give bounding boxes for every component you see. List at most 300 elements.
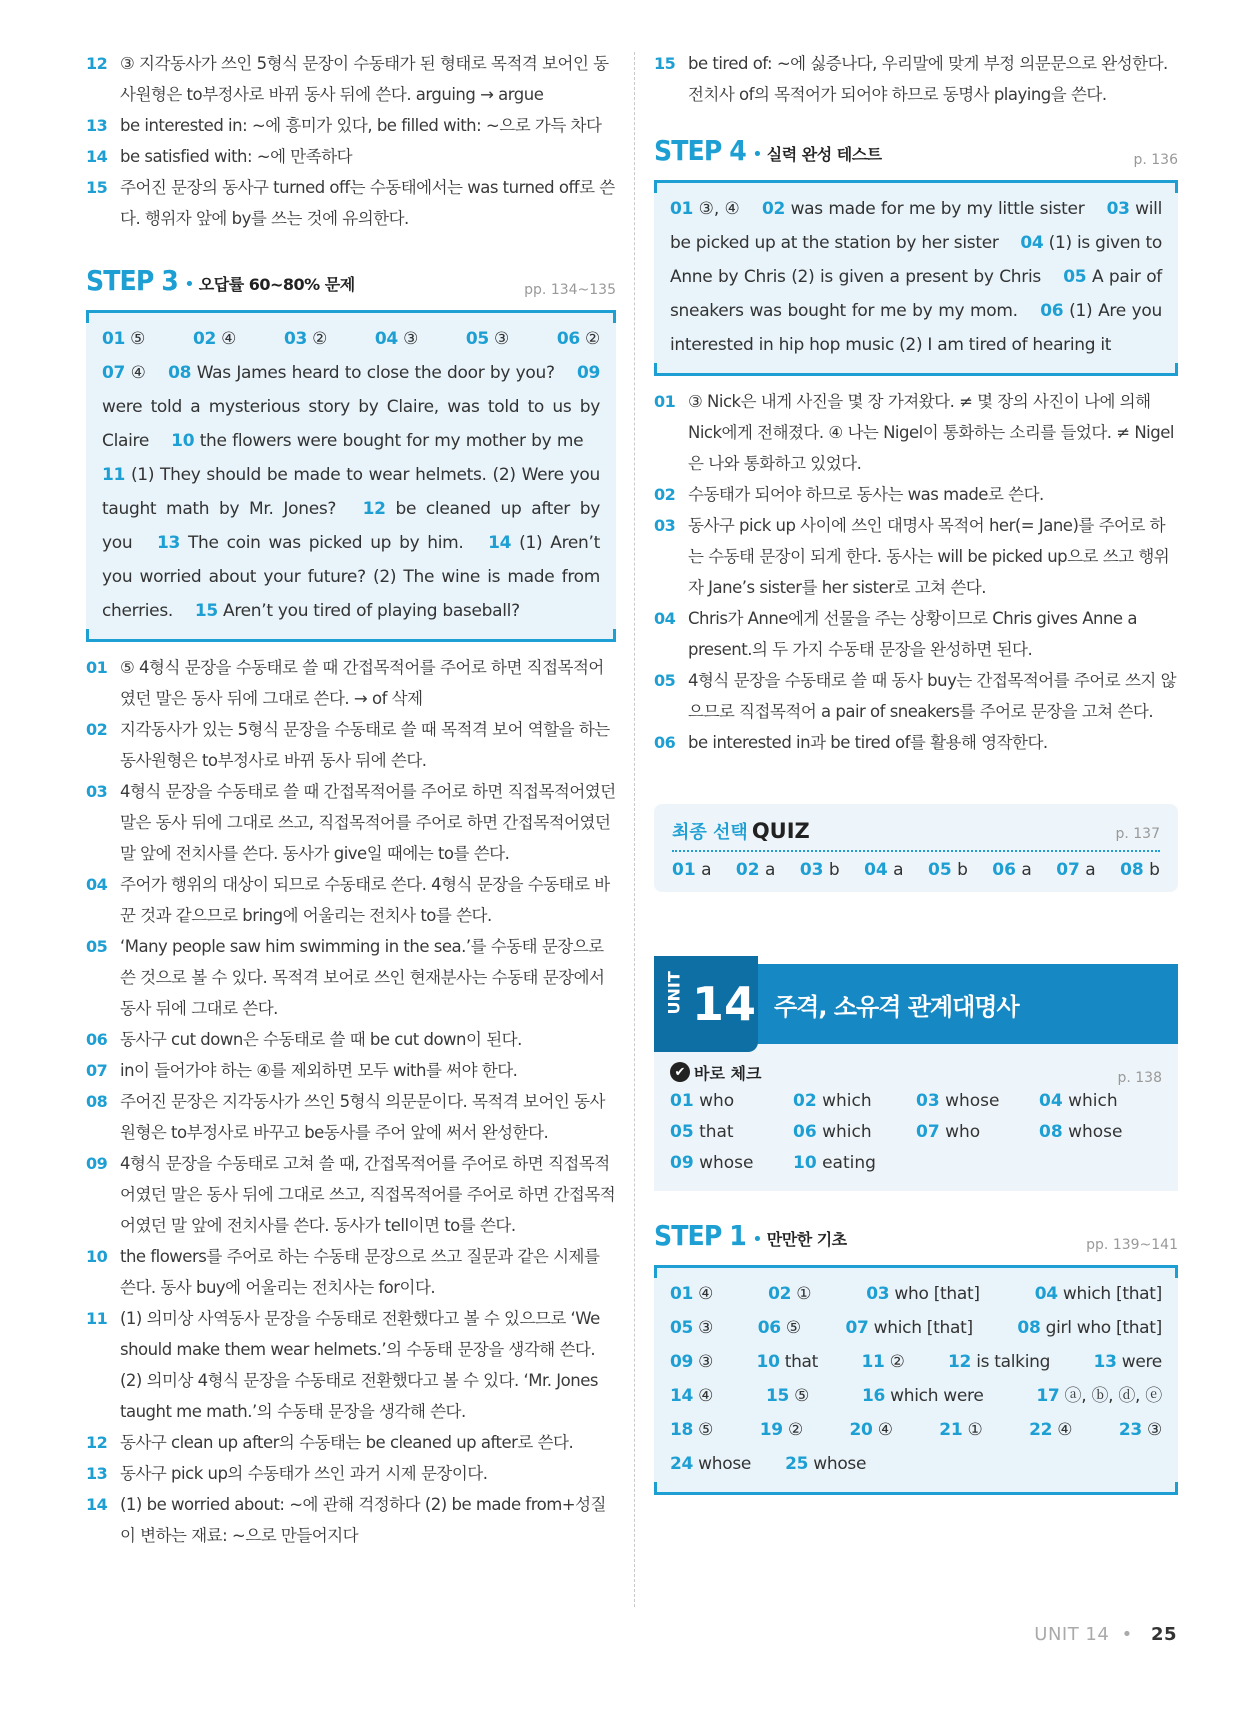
footer-unit-label: UNIT 14	[1034, 1624, 1110, 1645]
answer-number: 05	[670, 1318, 694, 1338]
answer-value: is talking	[976, 1352, 1051, 1372]
answer-value: the flowers were bought for my mother by me	[199, 431, 584, 451]
answer-item	[670, 1148, 793, 1179]
answer-number: 09	[576, 363, 601, 383]
footer-separator: •	[1121, 1624, 1133, 1645]
answer-row	[670, 1379, 1162, 1413]
explanation-number: 12	[86, 1433, 108, 1452]
explanation-number: 03	[86, 782, 108, 801]
explanation-text: 주어가 행위의 대상이 되므로 수동태로 쓴다. 4형식 문장을 수동태로 바꾼 것과 같으므로 bring에 어울리는 전치사 to를 쓴다.	[120, 875, 610, 925]
answer-item	[1119, 1413, 1162, 1447]
answer-item	[766, 1379, 809, 1413]
explanation-list	[86, 48, 616, 234]
answer-item	[670, 1447, 751, 1481]
explanation-number: 13	[86, 116, 108, 135]
explanation-text: (1) 의미상 사역동사 문장을 수동태로 전환했다고 볼 수 있으므로 ‘We should make them wear helmets.’의 수동태 문장을 생각해 쓴다. (2) 의미상 4형식 문장을 수동태로 전환했다고 볼 수 있다. ‘Mr. Jones taught me math.’의 수동태 문장을 생각해 쓴다.	[120, 1309, 600, 1421]
answer-item	[948, 1345, 1050, 1379]
answer-value: which	[822, 1122, 872, 1142]
step3-pages: pp. 134~135	[524, 282, 616, 298]
explanation-number: 06	[654, 733, 676, 752]
answer-number: 05	[465, 329, 489, 349]
quiz-box	[654, 804, 1178, 892]
quiz-title-kr: 최종 선택	[672, 822, 748, 843]
answer-value: b	[1149, 860, 1160, 880]
answer-number: 12	[362, 499, 386, 519]
answer-value: that	[784, 1352, 819, 1372]
step1-header	[654, 1219, 1178, 1259]
answer-value: ②	[585, 329, 600, 349]
page-footer	[1034, 1624, 1177, 1645]
answer-number: 05	[1063, 267, 1087, 287]
answer-item	[762, 199, 1084, 219]
answer-value: were told a mysterious story by Claire, was told to us by Claire	[102, 397, 600, 451]
explanation-text: 동사구 cut down은 수동태로 쓸 때 be cut down이 된다.	[120, 1030, 522, 1049]
explanation-number: 01	[86, 658, 108, 677]
explanation-text: 4형식 문장을 수동태로 고쳐 쓸 때, 간접목적어를 주어로 하면 직접목적어였던 말은 동사 뒤에 그대로 쓰고, 직접목적어를 주어로 하면 간접목적어였던 말 앞에 전치사를 쓴다. 동사가 tell이면 to를 쓴다.	[120, 1154, 616, 1235]
explanation-item	[86, 1086, 616, 1148]
unit-title: 주격, 소유격 관계대명사	[774, 992, 1019, 1021]
quick-check-box	[654, 1044, 1178, 1191]
answer-value: ③	[1147, 1420, 1162, 1440]
unit-number: 14	[692, 977, 757, 1031]
answer-number: 24	[670, 1454, 694, 1474]
answer-value: a	[764, 860, 776, 880]
answer-value: a	[1085, 860, 1096, 880]
explanation-item	[86, 1489, 616, 1551]
answer-value: ⑤	[698, 1420, 714, 1440]
unit-tab	[654, 956, 758, 1052]
explanation-item	[654, 48, 1178, 110]
explanation-item	[86, 1241, 616, 1303]
answer-item	[670, 1379, 713, 1413]
answer-value: was made for me by my little sister	[790, 199, 1085, 219]
answer-number: 08	[1120, 860, 1144, 880]
answer-item	[760, 1413, 803, 1447]
explanation-text: ③ Nick은 내게 사진을 몇 장 가져왔다. ≠ 몇 장의 사진이 나에 의해 Nick에게 전해졌다. ④ 나는 Nigel이 통화하는 소리를 들었다. ≠ Nigel은 나와 통화하고 있었다.	[688, 392, 1174, 473]
answer-value: a	[1021, 860, 1032, 880]
explanation-text: 동사구 clean up after의 수동태는 be cleaned up after로 쓴다.	[120, 1433, 574, 1452]
answer-item	[1094, 1345, 1162, 1379]
answer-number: 05	[928, 860, 952, 880]
explanation-item	[86, 869, 616, 931]
answer-number: 07	[102, 363, 126, 383]
explanation-text: the flowers를 주어로 하는 수동태 문장으로 쓰고 질문과 같은 시제를 쓴다. 동사 buy에 어울리는 전치사는 for이다.	[120, 1247, 600, 1297]
answer-value: will be picked up at the station by her sister	[670, 199, 1163, 253]
answer-item	[670, 1311, 713, 1345]
answer-item	[850, 1413, 893, 1447]
answer-number: 21	[939, 1420, 963, 1440]
answer-number: 01	[102, 329, 126, 349]
bullet-dot: •	[752, 1229, 763, 1250]
answer-item	[785, 1447, 866, 1481]
answer-item	[757, 1345, 819, 1379]
explanation-item	[86, 110, 616, 141]
quiz-title	[672, 818, 810, 844]
answer-number: 08	[168, 363, 192, 383]
answer-number: 11	[861, 1352, 885, 1372]
quick-check-pages: p. 138	[1117, 1070, 1162, 1086]
explanation-number: 14	[86, 147, 108, 166]
quiz-answer	[1056, 860, 1096, 880]
explanation-text: 4형식 문장을 수동태로 쓸 때 동사 buy는 간접목적어를 주어로 쓰지 않으므로 직접목적어 a pair of sneakers를 주어로 문장을 고쳐 쓴다.	[688, 671, 1177, 721]
answer-number: 08	[1039, 1122, 1063, 1142]
answer-item	[1035, 1277, 1162, 1311]
quiz-pages: p. 137	[1115, 826, 1160, 842]
explanation-number: 01	[654, 392, 676, 411]
explanation-number: 06	[86, 1030, 108, 1049]
answer-value: (1) is given to Anne by Chris (2) is given a present by Chris	[670, 233, 1162, 287]
answer-number: 16	[861, 1386, 886, 1406]
answer-number: 06	[757, 1318, 781, 1338]
answer-number: 02	[735, 860, 760, 880]
answer-value: (1) They should be made to wear helmets. (2) Were you taught math by Mr. Jones?	[102, 465, 600, 519]
quiz-answer	[800, 860, 840, 880]
answer-item	[793, 1148, 916, 1179]
answer-item	[862, 1379, 984, 1413]
answer-item	[1029, 1413, 1072, 1447]
answer-number: 13	[156, 533, 181, 553]
answer-number: 15	[194, 601, 218, 621]
explanation-number: 08	[86, 1092, 108, 1111]
answer-item	[557, 322, 600, 356]
answer-value: Aren’t you tired of playing baseball?	[223, 601, 520, 621]
answer-number: 06	[793, 1122, 817, 1142]
explanation-item	[86, 776, 616, 869]
left-column	[86, 48, 616, 1551]
answer-value: whose	[1068, 1122, 1123, 1142]
step4-label: STEP 4	[654, 134, 746, 167]
answer-row	[670, 1277, 1162, 1311]
answer-value: A pair of sneakers was bought for me by my mom.	[670, 267, 1162, 321]
answer-number: 03	[916, 1091, 940, 1111]
answer-number: 04	[864, 860, 888, 880]
answer-item	[670, 1413, 713, 1447]
explanation-text: be interested in: ~에 흥미가 있다, be filled with: ~으로 가득 차다	[120, 116, 602, 135]
answer-item	[1017, 1311, 1162, 1345]
answer-value: ④	[130, 363, 146, 383]
column-divider	[634, 52, 635, 1607]
step4-pages: p. 136	[1133, 152, 1178, 168]
explanation-item	[86, 1055, 616, 1086]
step3-answer-flow	[102, 356, 600, 628]
answer-row	[670, 1117, 1162, 1148]
answer-value: b	[957, 860, 968, 880]
explanation-item	[86, 48, 616, 110]
quiz-header	[672, 818, 1160, 852]
answer-value: whose	[813, 1454, 867, 1474]
answer-value: ①	[967, 1420, 983, 1440]
explanation-item	[654, 665, 1178, 727]
answer-value: whose	[698, 1454, 752, 1474]
answer-value: ⓐ, ⓑ, ⓓ, ⓔ	[1064, 1386, 1162, 1406]
answer-number: 01	[670, 1284, 694, 1304]
explanation-item	[86, 1427, 616, 1458]
explanation-text: Chris가 Anne에게 선물을 주는 상황이므로 Chris gives Anne a present.의 두 가지 수동태 문장을 완성하면 된다.	[688, 609, 1137, 659]
explanation-text: ‘Many people saw him swimming in the sea.’를 수동태 문장으로 쓴 것으로 볼 수 있다. 목적격 보어로 쓰인 현재분사는 수동태 문장에서 동사 뒤에 그대로 쓴다.	[120, 937, 605, 1018]
answer-value: (1) Are you interested in hip hop music (2) I am tired of hearing it	[670, 301, 1163, 355]
explanation-text: be tired of: ~에 싫증나다, 우리말에 맞게 부정 의문문으로 완성한다. 전치사 of의 목적어가 되어야 하므로 동명사 playing을 쓴다.	[688, 54, 1168, 104]
quiz-answer	[864, 860, 904, 880]
quick-check-answers	[670, 1086, 1162, 1179]
answer-item	[670, 1117, 793, 1148]
answer-number: 06	[1040, 301, 1064, 321]
explanation-text: be satisfied with: ~에 만족하다	[120, 147, 353, 166]
answer-row	[670, 1447, 1162, 1481]
answer-number: 19	[759, 1420, 783, 1440]
answer-value: ③	[698, 1352, 714, 1372]
quiz-answer	[1120, 860, 1160, 880]
step4-explanation-list	[654, 386, 1178, 758]
answer-value: that	[699, 1122, 734, 1142]
checkmark-icon: ✔	[670, 1062, 690, 1082]
step3-answer-box	[86, 310, 616, 642]
answer-value: ④	[877, 1420, 893, 1440]
answer-value: ③	[494, 329, 509, 349]
answer-item	[916, 1117, 1039, 1148]
step4-answer-box	[654, 180, 1178, 376]
answer-item	[1039, 1117, 1162, 1148]
explanation-number: 05	[654, 671, 676, 690]
explanation-item	[86, 714, 616, 776]
answer-value: girl who [that]	[1045, 1318, 1162, 1338]
explanation-item	[86, 931, 616, 1024]
explanation-number: 04	[86, 875, 108, 894]
answer-value: a	[893, 860, 904, 880]
explanation-number: 13	[86, 1464, 108, 1483]
answer-value: which [that]	[873, 1318, 973, 1338]
answer-number: 09	[670, 1153, 694, 1173]
answer-value: ⑤	[794, 1386, 810, 1406]
answer-value: (1) Aren’t you worried about your future? (2) The wine is made from cherries.	[102, 533, 600, 621]
bullet-dot: •	[752, 144, 763, 165]
answer-number: 03	[866, 1284, 890, 1304]
answer-value: ①	[796, 1284, 812, 1304]
answer-item	[1039, 1086, 1162, 1117]
answer-value: which were	[890, 1386, 984, 1406]
explanation-list	[654, 48, 1178, 110]
quick-check-header	[670, 1058, 1162, 1086]
answer-value: which	[1068, 1091, 1118, 1111]
explanation-number: 11	[86, 1309, 108, 1328]
answer-item	[670, 199, 740, 219]
explanation-item	[654, 386, 1178, 479]
quiz-answer	[992, 860, 1032, 880]
answer-value: whose	[699, 1153, 754, 1173]
explanation-text: (1) be worried about: ~에 관해 걱정하다 (2) be made from+성질이 변하는 재료: ~으로 만들어지다	[120, 1495, 606, 1545]
answer-number: 10	[171, 431, 195, 451]
answer-number: 05	[670, 1122, 694, 1142]
answer-value: The coin was picked up by him.	[187, 533, 464, 553]
answer-number: 07	[1056, 860, 1080, 880]
answer-item	[1036, 1379, 1162, 1413]
explanation-text: 주어진 문장은 지각동사가 쓰인 5형식 의문문이다. 목적격 보어인 동사원형은 to부정사로 바꾸고 be동사를 주어 앞에 써서 완성한다.	[120, 1092, 605, 1142]
answer-number: 04	[374, 329, 398, 349]
explanation-number: 04	[654, 609, 676, 628]
answer-number: 06	[992, 860, 1016, 880]
answer-number: 23	[1118, 1420, 1142, 1440]
answer-value: ⑤	[130, 329, 146, 349]
answer-value: who	[945, 1122, 981, 1142]
answer-item	[168, 363, 555, 383]
answer-item	[758, 1311, 801, 1345]
explanation-item	[86, 652, 616, 714]
explanation-item	[654, 479, 1178, 510]
explanation-text: 수동태가 되어야 하므로 동사는 was made로 쓴다.	[688, 485, 1044, 504]
answer-number: 14	[488, 533, 512, 553]
answer-item	[171, 431, 583, 451]
explanation-item	[86, 172, 616, 234]
answer-value: whose	[945, 1091, 1000, 1111]
explanation-text: ③ 지각동사가 쓰인 5형식 문장이 수동태가 된 형태로 목적격 보어인 동사원형은 to부정사로 바뀌 동사 뒤에 쓴다. arguing → argue	[120, 54, 609, 104]
explanation-number: 10	[86, 1247, 108, 1266]
quiz-title-en: QUIZ	[751, 819, 810, 843]
answer-item	[866, 1277, 979, 1311]
explanation-text: 4형식 문장을 수동태로 쓸 때 간접목적어를 주어로 하면 직접목적어였던 말은 동사 뒤에 그대로 쓰고, 직접목적어를 주어로 하면 간접목적어였던 말 앞에 전치사를 쓴다. 동사가 give일 때에는 to를 쓴다.	[120, 782, 616, 863]
answer-number: 14	[670, 1386, 694, 1406]
step3-header	[86, 264, 616, 304]
answer-number: 02	[192, 329, 217, 349]
answer-number: 01	[670, 1091, 694, 1111]
answer-value: ④	[221, 329, 237, 349]
explanation-number: 12	[86, 54, 108, 73]
answer-item	[916, 1086, 1039, 1117]
answer-item	[466, 322, 509, 356]
answer-number: 15	[765, 1386, 790, 1406]
answer-value: ④	[698, 1284, 714, 1304]
answer-number: 06	[556, 329, 580, 349]
explanation-text: ⑤ 4형식 문장을 수동태로 쓸 때 간접목적어를 주어로 하면 직접목적어였던 말은 동사 뒤에 그대로 쓴다. → of 삭제	[120, 658, 604, 708]
answer-number: 22	[1029, 1420, 1053, 1440]
answer-number: 18	[670, 1420, 694, 1440]
explanation-text: 동사구 pick up의 수동태가 쓰인 과거 시제 문장이다.	[120, 1464, 488, 1483]
answer-value: ②	[312, 329, 328, 349]
explanation-number: 03	[654, 516, 676, 535]
answer-value: who [that]	[894, 1284, 980, 1304]
quiz-answer	[672, 860, 712, 880]
answer-value: a	[701, 860, 712, 880]
answer-value: ②	[889, 1352, 905, 1372]
answer-number: 04	[1020, 233, 1044, 253]
answer-number: 01	[672, 860, 696, 880]
answer-number: 02	[762, 199, 786, 219]
explanation-number: 07	[86, 1061, 108, 1080]
answer-number: 10	[756, 1352, 780, 1372]
explanation-number: 14	[86, 1495, 108, 1514]
answer-value: ②	[787, 1420, 803, 1440]
answer-value: ③	[403, 329, 419, 349]
quiz-answer	[736, 860, 776, 880]
step1-label: STEP 1	[654, 1219, 746, 1252]
answer-item	[670, 1277, 713, 1311]
answer-value: ③, ④	[698, 199, 740, 219]
explanation-item	[86, 1303, 616, 1427]
answer-value: which	[822, 1091, 872, 1111]
answer-item	[193, 322, 236, 356]
step3-title: 오답률 60~80% 문제	[198, 275, 355, 294]
answer-value: who	[699, 1091, 735, 1111]
explanation-item	[654, 510, 1178, 603]
answer-value: ④	[698, 1386, 714, 1406]
answer-value: were	[1121, 1352, 1162, 1372]
answer-number: 13	[1093, 1352, 1117, 1372]
answer-number: 02	[768, 1284, 792, 1304]
answer-row	[670, 1148, 1162, 1179]
bullet-dot: •	[184, 274, 195, 295]
step4-answer-flow	[670, 192, 1162, 362]
explanation-number: 15	[86, 178, 108, 197]
answer-number: 11	[102, 465, 126, 485]
answer-number: 03	[283, 329, 307, 349]
unit-banner	[654, 964, 1178, 1044]
answer-number: 03	[799, 860, 824, 880]
answer-value: eating	[822, 1153, 876, 1173]
explanation-number: 02	[654, 485, 676, 504]
explanation-item	[654, 727, 1178, 758]
page-number: 25	[1150, 1624, 1177, 1645]
step1-title: 만만한 기초	[766, 1230, 847, 1249]
answer-item	[793, 1086, 916, 1117]
answer-item	[102, 322, 145, 356]
answer-item	[670, 1345, 713, 1379]
answer-item	[157, 533, 464, 553]
explanation-item	[86, 1024, 616, 1055]
step1-answer-grid	[670, 1277, 1162, 1481]
answer-item	[670, 1086, 793, 1117]
right-column	[654, 48, 1178, 1495]
answer-number: 04	[1034, 1284, 1058, 1304]
answer-number: 02	[793, 1091, 817, 1111]
answer-item	[102, 363, 146, 383]
quiz-answer	[928, 860, 968, 880]
quick-check-title	[670, 1061, 761, 1084]
step1-pages: pp. 139~141	[1086, 1237, 1178, 1253]
step3-answer-grid	[102, 322, 600, 356]
answer-number: 04	[1039, 1091, 1063, 1111]
answer-row	[670, 1345, 1162, 1379]
answer-item	[846, 1311, 973, 1345]
explanation-item	[86, 141, 616, 172]
answer-value: Was James heard to close the door by you?	[196, 363, 555, 383]
answer-number: 25	[785, 1454, 809, 1474]
answer-number: 09	[670, 1352, 694, 1372]
answer-item	[861, 1345, 904, 1379]
quiz-answers	[672, 860, 1160, 880]
quick-check-title-text: 바로 체크	[694, 1063, 762, 1083]
step4-title: 실력 완성 테스트	[766, 145, 882, 164]
answer-number: 07	[916, 1122, 940, 1142]
answer-item	[195, 601, 520, 621]
answer-item	[939, 1413, 982, 1447]
answer-number: 08	[1017, 1318, 1041, 1338]
explanation-text: be interested in과 be tired of를 활용해 영작한다.	[688, 733, 1048, 752]
explanation-text: in이 들어가야 하는 ④를 제외하면 모두 with를 써야 한다.	[120, 1061, 518, 1080]
answer-row	[670, 1311, 1162, 1345]
answer-item	[375, 322, 418, 356]
explanation-number: 09	[86, 1154, 108, 1173]
answer-value: ④	[1057, 1420, 1073, 1440]
step4-header	[654, 134, 1178, 174]
explanation-text: 지각동사가 있는 5형식 문장을 수동태로 쓸 때 목적격 보어 역할을 하는 동사원형은 to부정사로 바뀌 동사 뒤에 쓴다.	[120, 720, 610, 770]
explanation-number: 15	[654, 54, 676, 73]
explanation-number: 02	[86, 720, 108, 739]
answer-number: 10	[793, 1153, 817, 1173]
answer-number: 01	[670, 199, 694, 219]
answer-value: ⑤	[785, 1318, 801, 1338]
answer-number: 20	[849, 1420, 873, 1440]
answer-value: b	[828, 860, 840, 880]
answer-number: 07	[845, 1318, 869, 1338]
step3-label: STEP 3	[86, 264, 178, 297]
